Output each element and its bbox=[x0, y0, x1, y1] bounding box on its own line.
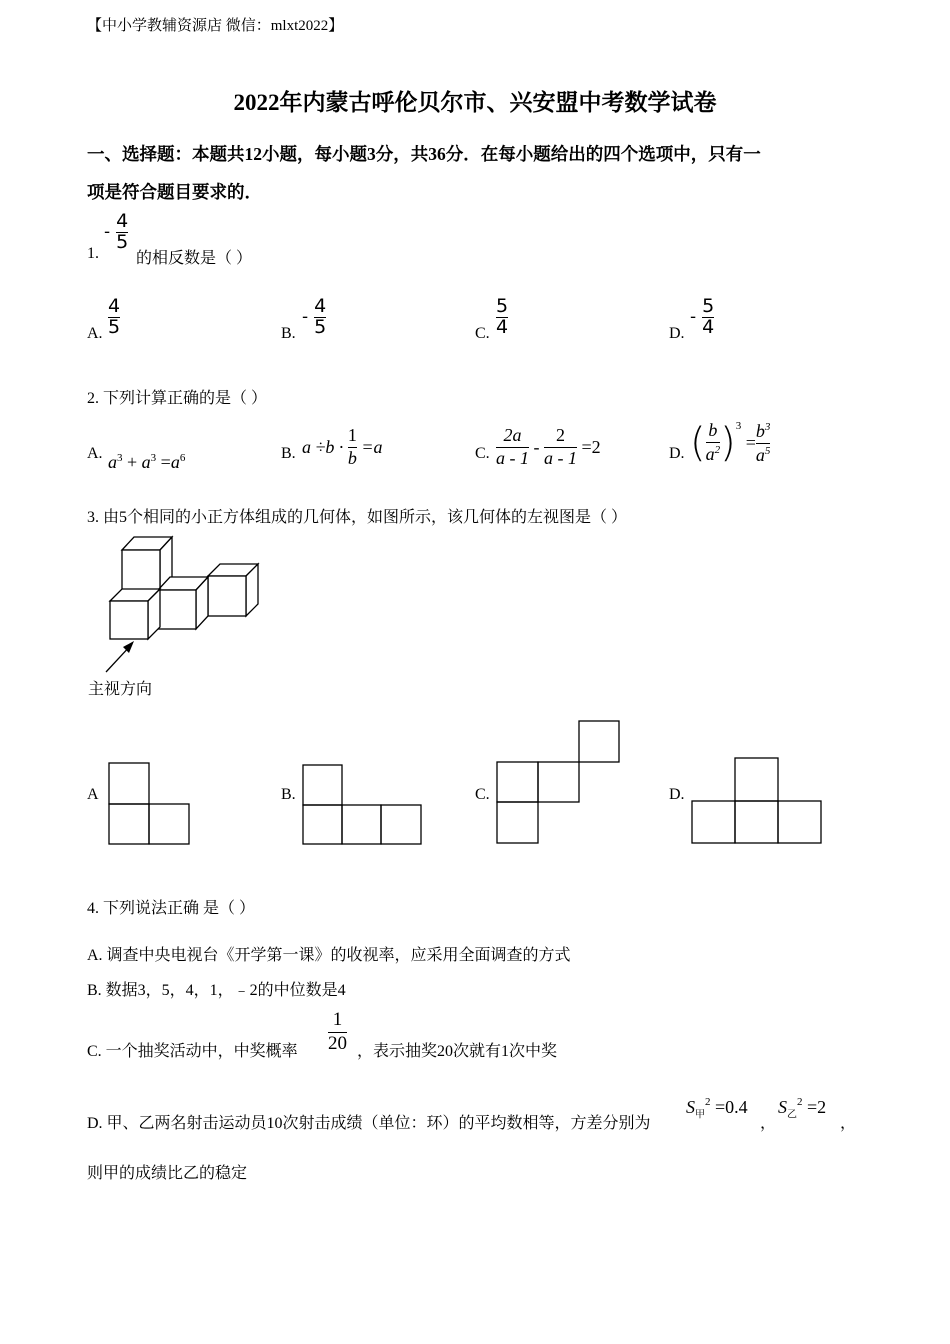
q4-stem: 4. 下列说法正确 是（ ） bbox=[87, 900, 256, 917]
q4-option-c-fraction: $\frac{1}{20}$ bbox=[328, 1009, 347, 1054]
q1-stem: 的相反数是（ ） bbox=[136, 250, 253, 267]
q3-option-b-letter: B. bbox=[281, 786, 296, 803]
q4-option-d-sep: ， bbox=[760, 1115, 777, 1132]
section-heading-line1: 一、选择题：本题共12小题，每小题3分，共36分．在每小题给出的四个选项中，只有一 bbox=[87, 144, 761, 164]
q2-option-b-letter: B. bbox=[281, 445, 296, 462]
q3-view-direction-label: 主视方向 bbox=[88, 679, 153, 698]
q1-sign: - bbox=[104, 222, 111, 243]
q3-option-c-letter: C. bbox=[475, 786, 490, 803]
q2-stem: 2. 下列计算正确的是（ ） bbox=[87, 390, 268, 407]
q4-option-d-pre: D. 甲、乙两名射击运动员10次射击成绩（单位：环）的平均数相等，方差分别为 bbox=[87, 1115, 651, 1132]
q3-option-a-figure bbox=[108, 761, 192, 847]
q2-option-b-expr: a ÷b · $\frac{1}{b}$ =a bbox=[302, 425, 383, 468]
q1-option-c-value: $\frac{5}{4}$ bbox=[496, 295, 509, 338]
q3-option-d-letter: D. bbox=[669, 786, 685, 803]
q2-option-a-letter: A. bbox=[87, 445, 103, 462]
q1-option-a-letter: A. bbox=[87, 325, 103, 342]
q1-denominator: 5 bbox=[116, 230, 129, 253]
q4-option-c-post: ，表示抽奖20次就有1次中奖 bbox=[357, 1043, 558, 1060]
q4-option-d-variance-jia: $S_甲^2 =0.4$ bbox=[686, 1096, 748, 1121]
q2-option-d-letter: D. bbox=[669, 445, 685, 462]
q1-option-c-letter: C. bbox=[475, 325, 490, 342]
q1-numerator: 4 bbox=[116, 210, 129, 232]
q2-option-c-expr: $\frac{2a}{a - 1}$ - $\frac{2}{a - 1}$ =2 bbox=[496, 425, 601, 468]
q4-option-c-pre: C. 一个抽奖活动中，中奖概率 bbox=[87, 1043, 298, 1060]
q2-option-c-letter: C. bbox=[475, 445, 490, 462]
q1-option-d-value: - $\frac{5}{4}$ bbox=[690, 295, 715, 338]
q4-option-a: A. 调查中央电视台《开学第一课》的收视率，应采用全面调查的方式 bbox=[87, 947, 571, 964]
q1-option-d-letter: D. bbox=[669, 325, 685, 342]
q2-option-a-expr: $a^3 + a^3 =a^6$ bbox=[108, 452, 186, 472]
q4-option-d-line2: 则甲的成绩比乙的稳定 bbox=[87, 1165, 248, 1182]
q1-option-b-value: - $\frac{4}{5}$ bbox=[302, 295, 327, 338]
page-header: 【中小学教辅资源店 微信：mlxt2022】 bbox=[87, 18, 344, 34]
q1-fraction bbox=[104, 212, 128, 253]
q4-option-d-end: ， bbox=[840, 1115, 857, 1132]
q1-option-a-value: $\frac{4}{5}$ bbox=[108, 295, 121, 338]
q4-option-d-variance-yi: $S_乙^2 =2$ bbox=[778, 1096, 827, 1121]
q2-option-d-expr: ( $\frac{b}{a^2}$ )$^3$ = $\frac{b^3}{a^5}$ bbox=[690, 420, 771, 466]
q3-option-a-letter: A bbox=[87, 786, 99, 803]
q3-option-c-figure bbox=[496, 719, 622, 846]
q3-stem: 3. 由5个相同的小正方体组成的几何体，如图所示，该几何体的左视图是（ ） bbox=[87, 509, 628, 526]
section-heading-line2: 项是符合题目要求的． bbox=[87, 182, 262, 202]
q1-option-b-letter: B. bbox=[281, 325, 296, 342]
q3-option-b-figure bbox=[302, 763, 424, 847]
q3-option-d-figure bbox=[690, 756, 824, 846]
q1-number: 1. bbox=[87, 245, 99, 262]
page-title: 2022年内蒙古呼伦贝尔市、兴安盟中考数学试卷 bbox=[233, 90, 717, 115]
q4-option-b: B. 数据3，5，4，1，﹣2的中位数是4 bbox=[87, 982, 346, 999]
